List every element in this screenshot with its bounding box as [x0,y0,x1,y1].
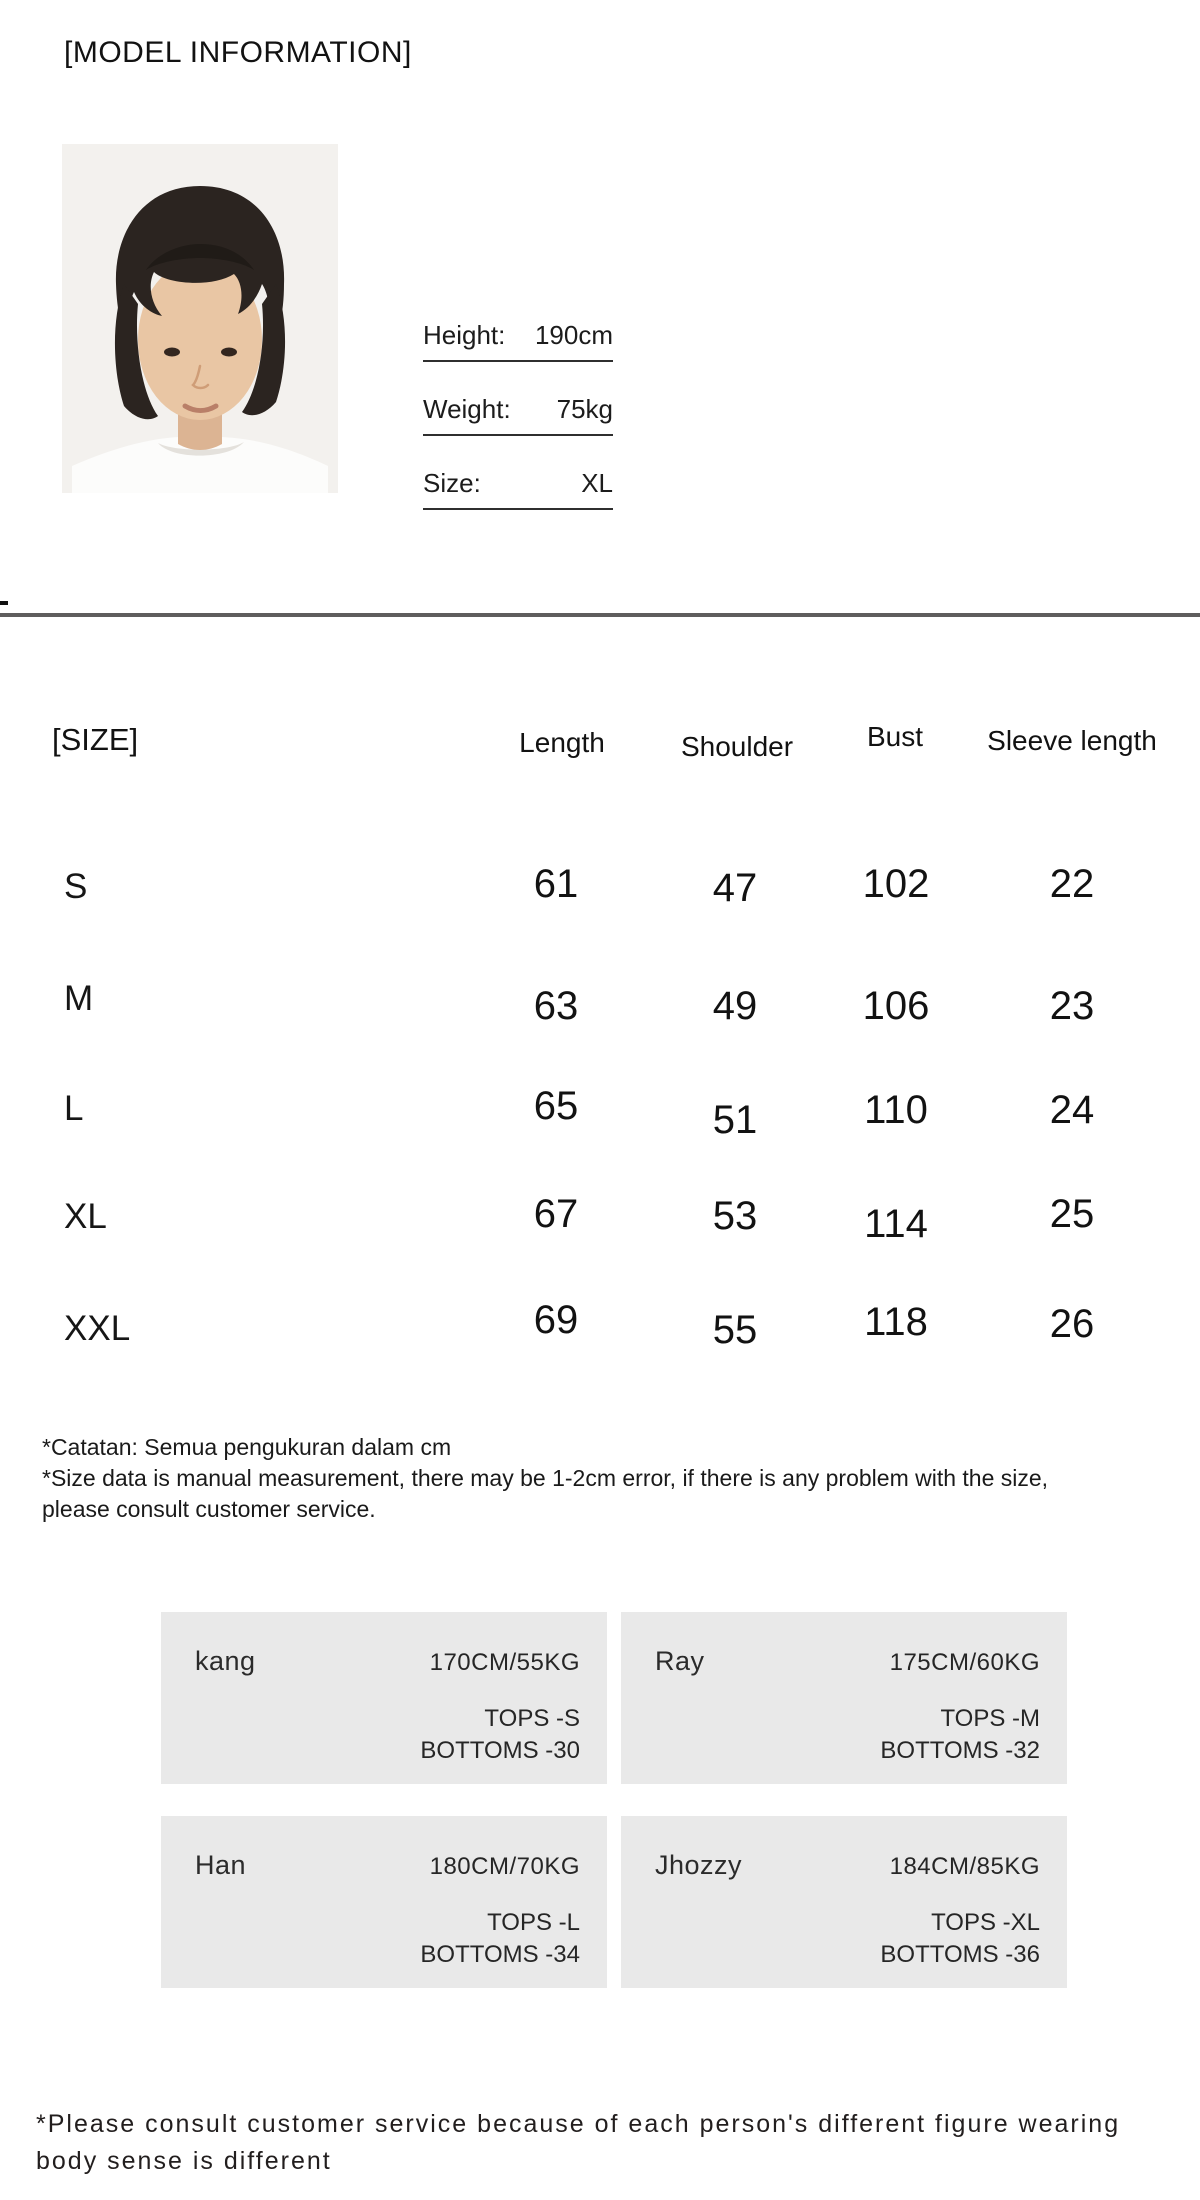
reviewer-stats: 170CM/55KG [429,1649,580,1676]
size-row-s [0,862,1200,918]
size-cell-length: 63 [533,984,579,1028]
size-cell-sleeve: 23 [1049,984,1095,1028]
size-cell-shoulder: 51 [712,1098,758,1142]
note-line-disclaimer-1: *Size data is manual measurement, there may be 1-2cm error, if there is any problem with the size, [42,1465,1049,1491]
fit-card-kang [161,1612,607,1784]
fit-card-ray [621,1612,1067,1784]
footer-disclaimer-line-1: *Please consult customer service because of each person's different figure wearing [36,2110,1121,2138]
column-header-length: Length [519,727,605,758]
size-cell-length: 61 [533,862,579,906]
size-section-title: [SIZE] [52,722,139,757]
model-photo [62,144,338,493]
reviewer-bottoms: BOTTOMS -30 [420,1737,580,1764]
reviewer-stats: 175CM/60KG [889,1649,1040,1676]
size-cell-sleeve: 25 [1049,1192,1095,1236]
fit-card-header [195,1850,580,1881]
size-row-label: XXL [64,1309,131,1348]
model-size-label: Size: [423,468,481,498]
size-cell-shoulder: 49 [712,984,758,1028]
size-cell-bust: 118 [864,1300,928,1344]
size-row-m [0,974,1200,1030]
size-cell-bust: 110 [864,1088,928,1132]
model-height-value: 190cm [534,320,613,350]
size-row-label: M [64,979,94,1018]
size-cell-shoulder: 55 [712,1308,758,1352]
size-cell-length: 69 [533,1298,579,1342]
model-height-row [423,320,613,362]
model-info-list [423,320,613,542]
reviewer-name: kang [195,1646,256,1676]
reviewer-bottoms: BOTTOMS -36 [880,1941,1040,1968]
reviewer-fit [195,1907,580,1971]
reviewer-stats: 180CM/70KG [429,1853,580,1880]
size-cell-bust: 114 [864,1202,928,1246]
size-row-l [0,1084,1200,1140]
note-line-catatan: *Catatan: Semua pengukuran dalam cm [42,1434,452,1460]
model-weight-label: Weight: [423,394,511,424]
model-size-row [423,468,613,510]
column-header-sleeve-length: Sleeve length [987,725,1157,756]
size-row-xxl [0,1298,1200,1360]
page-title: [MODEL INFORMATION] [64,36,412,69]
fit-card-jhozzy [621,1816,1067,1988]
model-size-value: XL [581,468,613,498]
fit-reference-cards [161,1612,1067,1988]
reviewer-bottoms: BOTTOMS -34 [420,1941,580,1968]
reviewer-name: Jhozzy [655,1850,743,1880]
column-header-shoulder: Shoulder [680,731,794,762]
reviewer-tops: TOPS -L [487,1909,580,1936]
reviewer-tops: TOPS -S [484,1705,580,1732]
model-weight-value: 75kg [556,394,613,424]
fit-card-han [161,1816,607,1988]
fit-card-header [195,1646,580,1677]
reviewer-name: Ray [655,1646,705,1676]
left-edge-tick [0,601,8,605]
reviewer-stats: 184CM/85KG [889,1853,1040,1880]
size-cell-sleeve: 22 [1049,862,1095,906]
model-height-label: Height: [423,320,506,350]
fit-card-header [655,1646,1040,1677]
reviewer-fit [655,1703,1040,1767]
model-weight-row [423,394,613,436]
footer-disclaimer [36,2106,1120,2180]
size-cell-length: 65 [533,1084,579,1128]
reviewer-bottoms: BOTTOMS -32 [880,1737,1040,1764]
fit-card-header [655,1850,1040,1881]
size-row-xl [0,1192,1200,1248]
size-chart-notes [42,1432,1048,1525]
footer-disclaimer-line-2: body sense is different [36,2147,332,2175]
size-row-label: XL [64,1197,107,1236]
model-portrait-illustration [62,144,338,493]
size-row-label: S [64,867,88,906]
column-header-bust: Bust [866,721,924,752]
size-cell-shoulder: 47 [712,866,758,910]
section-divider [0,613,1200,617]
size-cell-sleeve: 26 [1049,1302,1095,1346]
reviewer-fit [655,1907,1040,1971]
note-line-disclaimer-2: please consult customer service. [42,1496,376,1522]
reviewer-tops: TOPS -M [940,1705,1040,1732]
size-cell-bust: 102 [862,862,930,906]
size-cell-bust: 106 [862,984,930,1028]
reviewer-name: Han [195,1850,247,1880]
size-cell-shoulder: 53 [712,1194,758,1238]
size-cell-length: 67 [533,1192,579,1236]
reviewer-fit [195,1703,580,1767]
size-row-label: L [64,1089,84,1128]
reviewer-tops: TOPS -XL [931,1909,1040,1936]
size-cell-sleeve: 24 [1049,1088,1095,1132]
